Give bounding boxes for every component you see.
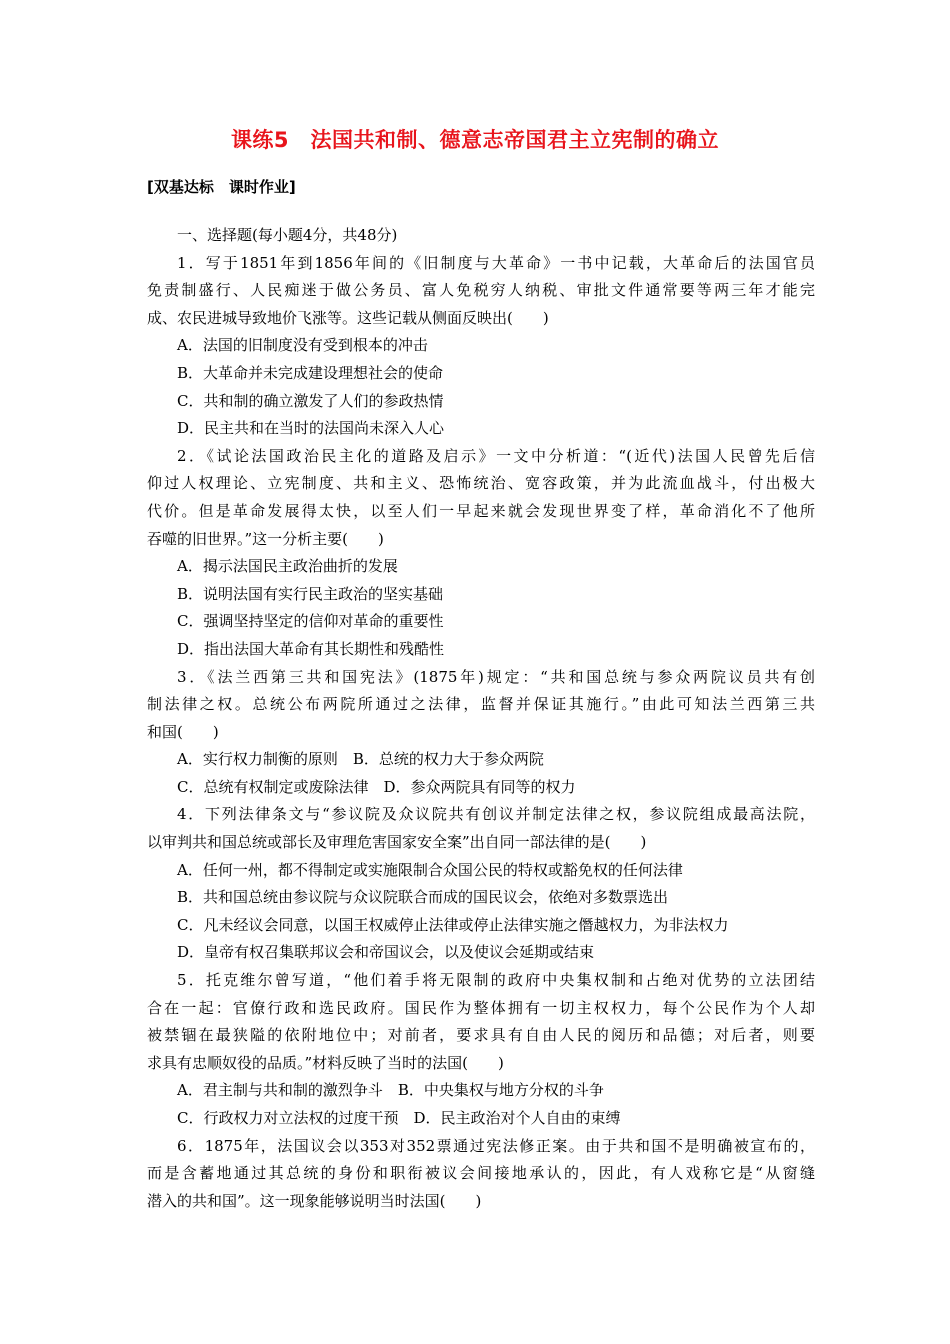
question-5: [147, 967, 815, 1133]
question-text-line: 制法律之权。总统公布两院所通过之法律，监督并保证其施行。”由此可知法兰西第三共: [147, 695, 815, 714]
option-d: D．皇帝有权召集联邦议会和帝国议会，以及使议会延期或结束: [177, 943, 595, 962]
question-3: [147, 664, 815, 802]
part-heading: 一、选择题(每小题4分，共48分): [177, 226, 398, 244]
question-text-line: 吞噬的旧世界。”这一分析主要( ): [147, 529, 384, 548]
option-d: D．指出法国大革命有其长期性和残酷性: [177, 639, 445, 658]
question-text-line: 2．《试论法国政治民主化的道路及启示》一文中分析道：“(近代)法国人民曾先后信: [177, 446, 815, 465]
question-text-line: 合在一起：官僚行政和选民政府。国民作为整体拥有一切主权权力，每个公民作为个人却: [147, 998, 815, 1017]
question-text-line: 被禁锢在最狭隘的依附地位中；对前者，要求具有自由人民的阅历和品德；对后者，则要: [147, 1026, 815, 1045]
option-a: A．任何一州，都不得制定或实施限制合众国公民的特权或豁免权的任何法律: [177, 860, 683, 879]
question-text-line: 以审判共和国总统或部长及审理危害国家安全案”出自同一部法律的是( ): [147, 833, 647, 852]
question-text-line: 和国( ): [147, 722, 219, 741]
question-2: [147, 443, 815, 664]
question-text-line: 潜入的共和国”。这一现象能够说明当时法国( ): [147, 1191, 482, 1210]
question-text-line: 1．写于1851年到1856年间的《旧制度与大革命》一书中记载，大革命后的法国官员: [177, 253, 815, 272]
page-title: 课练5 法国共和制、德意志帝国君主立宪制的确立: [230, 128, 720, 152]
option-a: A．法国的旧制度没有受到根本的冲击: [177, 336, 428, 355]
option-b: B．说明法国有实行民主政治的坚实基础: [177, 584, 444, 603]
option-cd: C．行政权力对立法权的过度干预 D．民主政治对个人自由的束缚: [177, 1109, 621, 1127]
question-4: [147, 801, 815, 967]
question-body: [147, 222, 815, 1215]
option-cd: C．总统有权制定或废除法律 D．参众两院具有同等的权力: [177, 777, 576, 796]
question-text-line: 6．1875年，法国议会以353对352票通过宪法修正案。由于共和国不是明确被宣布的，: [177, 1136, 815, 1155]
option-b: B．大革命并未完成建设理想社会的使命: [177, 363, 444, 382]
question-text-line: 3．《法兰西第三共和国宪法》(1875年)规定：“共和国总统与参众两院议员共有创: [177, 667, 815, 686]
question-text-line: 5．托克维尔曾写道，“他们着手将无限制的政府中央集权制和占绝对优势的立法团结: [177, 971, 815, 990]
question-text-line: 代价。但是革命发展得太快，以至人们一早起来就会发现世界变了样，革命消化不了他所: [147, 501, 815, 520]
option-c: C．强调坚持坚定的信仰对革命的重要性: [177, 612, 444, 631]
option-ab: A．实行权力制衡的原则 B．总统的权力大于参众两院: [177, 750, 544, 769]
option-a: A．揭示法国民主政治曲折的发展: [177, 557, 398, 576]
section-label: [双基达标 课时作业]: [147, 178, 296, 196]
option-ab: A．君主制与共和制的激烈争斗 B．中央集权与地方分权的斗争: [177, 1081, 604, 1100]
question-text-line: 免责制盛行、人民痴迷于做公务员、富人免税穷人纳税、审批文件通常要等两三年才能完: [147, 281, 815, 300]
question-6: [147, 1133, 815, 1216]
question-text-line: 成、农民进城导致地价飞涨等。这些记载从侧面反映出( ): [147, 308, 549, 327]
question-text-line: 仰过人权理论、立宪制度、共和主义、恐怖统治、宽容政策，并为此流血战斗，付出极大: [147, 474, 815, 493]
option-b: B．共和国总统由参议院与众议院联合而成的国民议会，依绝对多数票选出: [177, 888, 669, 907]
question-1: [147, 250, 815, 443]
option-c: C．凡未经议会同意，以国王权威停止法律或停止法律实施之僭越权力，为非法权力: [177, 915, 729, 934]
option-c: C．共和制的确立激发了人们的参政热情: [177, 391, 444, 410]
option-d: D．民主共和在当时的法国尚未深入人心: [177, 419, 445, 438]
question-text-line: 4．下列法律条文与“参议院及众议院共有创议并制定法律之权，参议院组成最高法院，: [177, 805, 815, 824]
question-text-line: 而是含蓄地通过其总统的身份和职衔被议会间接地承认的，因此，有人戏称它是“从窗缝: [147, 1164, 815, 1183]
question-text-line: 求具有忠顺奴役的品质。”材料反映了当时的法国( ): [147, 1053, 504, 1072]
